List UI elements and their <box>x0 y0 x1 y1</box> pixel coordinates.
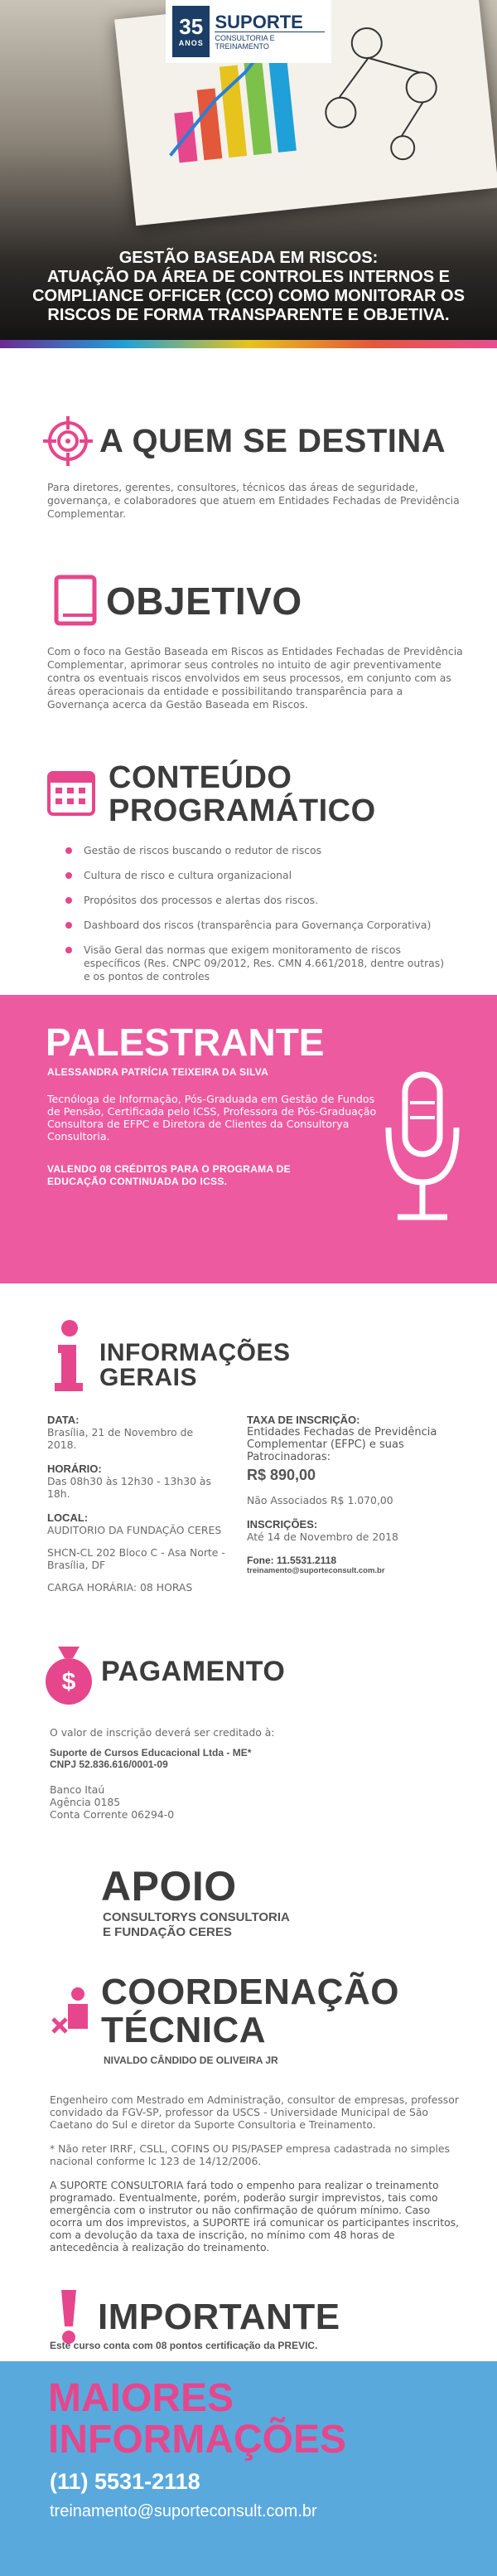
importante-title: IMPORTANTE <box>98 2297 340 2337</box>
endereco-value: SHCN-CL 202 Bloco C - Asa Norte - Brasília, DF <box>47 1546 225 1571</box>
palestrante-section <box>0 995 497 1283</box>
conta-value: Conta Corrente 06294-0 <box>50 1808 175 1821</box>
objetivo-text: Com o foco na Gestão Baseada em Riscos as Entidades Fechadas de Previdência Complementar, aprimorar seus controles no intuito de agir preventivamente contra os eventuais riscos envolvidos em seus processos, em conjunto com as áreas operacionais da entidade e possibilitando transparência para a Governança acerca da Gestão Baseada em Riscos. <box>47 645 463 711</box>
conteudo-title: CONTEÚDO PROGRAMÁTICO <box>109 760 376 828</box>
palestrante-title: PALESTRANTE <box>46 1021 325 1064</box>
importante-text: Este curso conta com 08 pontos certificação da PREVIC. <box>50 2340 318 2351</box>
company-logo <box>166 0 331 63</box>
list-item: Gestão de riscos buscando o redutor de riscos <box>62 844 451 857</box>
fone-text: Fone: 11.5531.2118 <box>247 1555 337 1566</box>
brand-name: SUPORTE CONSULTORIA E TREINAMENTO <box>215 13 325 51</box>
section-conteudo-header <box>46 761 376 827</box>
nao-associados-value: Não Associados R$ 1.070,00 <box>247 1494 393 1506</box>
palestrante-name: ALESSANDRA PATRÍCIA TEIXEIRA DA SILVA <box>47 1066 269 1078</box>
pagamento-intro: O valor de inscrição deverá ser creditado à: <box>50 1726 275 1739</box>
coord-nota: * Não reter IRRF, CSLL, COFINS OU PIS/PASEP empresa cadastrada no simples nacional conforme lc 123 de 14/12/2006. <box>50 2142 450 2167</box>
preco-value: R$ 890,00 <box>247 1467 316 1483</box>
footer-contact <box>0 2361 497 2576</box>
taxa-label: TAXA DE INSCRIÇÃO: <box>247 1414 360 1426</box>
coord-details <box>50 2093 460 2253</box>
destina-text: Para diretores, gerentes, consultores, técnicos das áreas de seguridade, governança, e colaboradores que atuem em Entidades Fechadas de Previdência Complementar. <box>47 481 460 520</box>
exclamation-icon <box>58 2288 80 2345</box>
horario-label: HORÁRIO: <box>47 1463 102 1475</box>
carga-horaria: CARGA HORÁRIA: 08 HORAS <box>47 1581 193 1594</box>
footer-title: MAIORES INFORMAÇÕES <box>48 2376 346 2462</box>
empresa-name: Suporte de Cursos Educacional Ltda - ME* <box>50 1747 252 1759</box>
destina-title: A QUEM SE DESTINA <box>99 422 446 459</box>
section-destina-header <box>41 415 446 468</box>
svg-text:$: $ <box>61 1668 76 1696</box>
info-icon <box>50 1318 86 1395</box>
info-right-column <box>247 1414 454 1575</box>
footer-phone[interactable]: (11) 5531-2118 <box>50 2469 200 2494</box>
cnpj-value: CNPJ 52.836.616/0001-09 <box>50 1759 168 1770</box>
inscricoes-label: INSCRIÇÕES: <box>247 1518 318 1531</box>
pagamento-details <box>50 1726 439 1821</box>
coord-name: NIVALDO CÂNDIDO DE OLIVEIRA JR <box>104 2054 278 2066</box>
apoio-title: APOIO <box>101 1863 237 1909</box>
agencia-value: Agência 0185 <box>50 1796 121 1808</box>
palestrante-creditos: VALENDO 08 CRÉDITOS PARA O PROGRAMA DE EDUCAÇÃO CONTINUADA DO ICSS. <box>47 1163 291 1187</box>
info-left-column <box>47 1414 225 1594</box>
section-objetivo-header <box>51 572 302 630</box>
local-label: LOCAL: <box>47 1511 89 1524</box>
hero-title: GESTÃO BASEADA EM RISCOS: ATUAÇÃO DA ÁREA DE CONTROLES INTERNOS E COMPLIANCE OFFICER (CCO) COMO MONITORAR OS RISCOS DE FORMA TRANSPARENTE E OBJETIVA. <box>32 249 465 324</box>
coord-aviso: A SUPORTE CONSULTORIA fará todo o empenho para realizar o treinamento programado. Eventualmente, porém, poderão surgir imprevistos, tais como emergência com o instrutor ou não confirmação de quórum mínimo. Caso ocorra um dos imprevistos, a SUPORTE irá comunicar os participantes inscritos, com a devolução da taxa de inscrição, no mínimo com 48 horas de antecedência à realização do treinamento. <box>50 2179 460 2253</box>
palestrante-bio: Tecnóloga de Informação, Pós-Graduada em Gestão de Fundos de Pensão, Certificada pelo ICSS, Professora de Pós-Graduação Consultora de EFPC e Diretora de Clientes da Consultorya Consultoria. <box>47 1093 377 1142</box>
tools-person-icon <box>50 1986 96 2039</box>
microphone-icon <box>377 1070 468 1235</box>
target-icon <box>41 415 94 468</box>
list-item: Propósitos dos processos e alertas dos riscos. <box>62 894 451 907</box>
data-value: Brasília, 21 de Novembro de 2018. <box>47 1426 194 1451</box>
info-title: INFORMAÇÕES GERAIS <box>99 1339 291 1391</box>
data-label: DATA: <box>47 1414 80 1426</box>
anniversary-badge: 35 ANOS <box>172 6 210 57</box>
list-item: Visão Geral das normas que exigem monitoramento de riscos específicos (Res. CNPC 09/2012, Res. CMN 4.661/2018, dentre outras) e os pontos de controles <box>62 944 451 983</box>
conteudo-list <box>62 844 451 995</box>
banco-value: Banco Itaú <box>50 1783 105 1796</box>
pagamento-title: PAGAMENTO <box>101 1656 286 1687</box>
list-item: Cultura de risco e cultura organizacional <box>62 869 451 882</box>
color-stripe <box>0 340 497 348</box>
calendar-icon <box>46 766 97 817</box>
local-value: AUDITORIO DA FUNDAÇÃO CERES <box>47 1524 222 1536</box>
footer-email[interactable]: treinamento@suporteconsult.com.br <box>50 2502 317 2520</box>
coord-title: COORDENAÇÃO TÉCNICA <box>101 1972 399 2050</box>
inscricoes-value: Até 14 de Novembro de 2018 <box>247 1531 398 1543</box>
email-link[interactable]: treinamento@suporteconsult.com.br <box>247 1566 385 1575</box>
book-icon <box>51 572 101 630</box>
hero-banner <box>0 0 497 348</box>
objetivo-title: OBJETIVO <box>106 580 302 623</box>
apoio-sub: CONSULTORYS CONSULTORIA E FUNDAÇÃO CERES <box>103 1910 290 1939</box>
coord-bio: Engenheiro com Mestrado em Administração, consultor de empresas, professor convidado da FGV-SP, professor da USCS - Universidade Municipal de São Caetano do Sul e diretor da Suporte Consultoria e Treinamento. <box>50 2093 459 2131</box>
list-item: Dashboard dos riscos (transparência para Governança Corporativa) <box>62 919 451 932</box>
taxa-value: Entidades Fechadas de Previdência Complementar (EFPC) e suas Patrocinadoras: <box>247 1426 437 1463</box>
money-bag-icon <box>40 1642 98 1706</box>
horario-value: Das 08h30 às 12h30 - 13h30 às 18h. <box>47 1475 211 1500</box>
